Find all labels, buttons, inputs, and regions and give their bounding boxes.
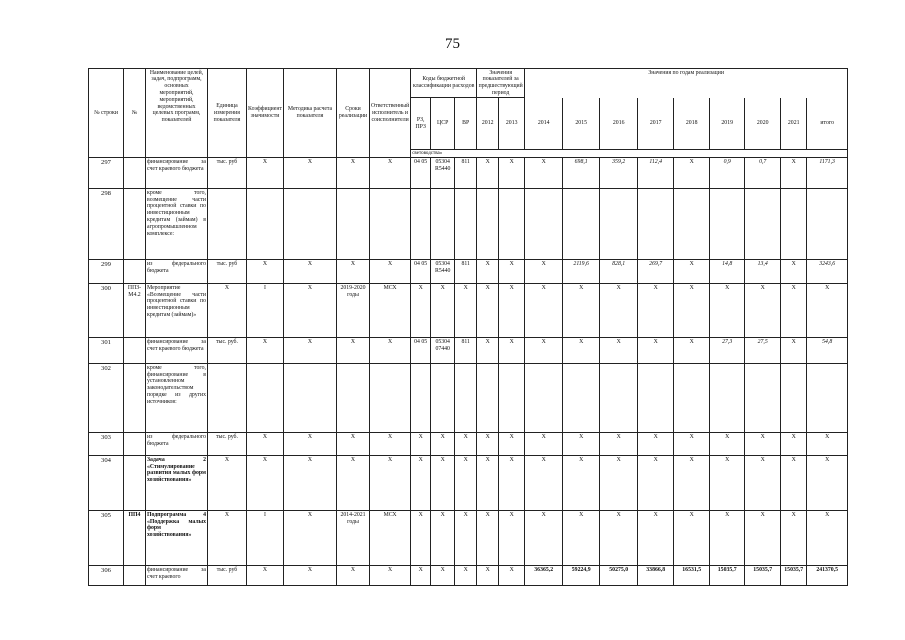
row-name: финансирование за счет краевого бюджета [146, 338, 208, 364]
header-num: № [124, 69, 146, 158]
header-unit: Единица измерения показателя [208, 69, 247, 158]
row-csr: 05304 07440 [431, 338, 455, 364]
row-value-7: X [710, 456, 745, 511]
row-value-8: 13,4 [745, 260, 781, 284]
row-code: ППЗ-М4.2 [124, 284, 146, 338]
row-value-8: 27,5 [745, 338, 781, 364]
page-number: 75 [445, 36, 460, 52]
row-value-1: X [499, 260, 525, 284]
row-value-8: X [745, 433, 781, 456]
header-2015: 2015 [563, 98, 600, 150]
row-responsible: X [370, 338, 411, 364]
row-value-0: X [477, 158, 499, 189]
row-value-6 [674, 189, 710, 260]
row-method: X [284, 566, 337, 586]
row-vr: 811 [455, 260, 477, 284]
header-method: Методика расчета показателя [284, 69, 337, 158]
row-value-2: X [525, 260, 563, 284]
row-value-2 [525, 364, 563, 433]
row-value-5: X [638, 433, 674, 456]
indicators-table [88, 68, 848, 586]
row-value-9: 15035,7 [781, 566, 807, 586]
row-value-7: X [710, 511, 745, 566]
row-csr: 05304 R5440 [431, 158, 455, 189]
row-number: 298 [89, 189, 124, 260]
row-name: Мероприятие «Возмещение части процентной ставки по инвестиционным кредитам (займам)» [146, 284, 208, 338]
row-value-9: X [781, 158, 807, 189]
row-coef: X [247, 433, 284, 456]
row-unit: тыс. руб. [208, 338, 247, 364]
row-rz: X [411, 511, 431, 566]
row-coef: X [247, 260, 284, 284]
table-row [89, 566, 848, 586]
row-value-2: X [525, 158, 563, 189]
table-row [89, 511, 848, 566]
row-method: X [284, 284, 337, 338]
row-name: кроме того, возмещение части процентной ставки по инвестиционным кредитам (займам) в агропромышленном комплексе: [146, 189, 208, 260]
row-value-10: X [807, 284, 848, 338]
row-value-1: X [499, 158, 525, 189]
row-term: X [337, 338, 370, 364]
row-code [124, 338, 146, 364]
table-row [89, 338, 848, 364]
row-value-0: X [477, 456, 499, 511]
row-term: 2014-2021 годы [337, 511, 370, 566]
row-value-9 [781, 189, 807, 260]
table-row [89, 189, 848, 260]
row-rz: 04 05 [411, 260, 431, 284]
row-value-7: X [710, 433, 745, 456]
row-value-5: 33866,8 [638, 566, 674, 586]
row-coef [247, 189, 284, 260]
row-code [124, 260, 146, 284]
row-value-8: 15035,7 [745, 566, 781, 586]
header-row-no: № строки [89, 69, 124, 158]
row-value-2: X [525, 338, 563, 364]
row-code [124, 189, 146, 260]
row-value-2 [525, 189, 563, 260]
row-value-2: X [525, 433, 563, 456]
header-responsible: Ответственный исполнитель и соисполнители [370, 69, 411, 158]
row-vr [455, 189, 477, 260]
row-value-1: X [499, 511, 525, 566]
row-value-1: X [499, 338, 525, 364]
header-prev-period: Значения показателей за предшествующий период [478, 69, 523, 96]
header-csr: ЦСР [431, 98, 455, 150]
row-vr: X [455, 284, 477, 338]
table-row [89, 364, 848, 433]
row-value-1: X [499, 433, 525, 456]
header-name: Наименование целей, задач, подпрограмм, основных мероприятий, мероприятий, ведомственных целевых программ, показателей [146, 69, 208, 158]
row-term: X [337, 433, 370, 456]
header-2020: 2020 [745, 98, 781, 150]
row-responsible: X [370, 566, 411, 586]
row-name: финансирование за счет краевого [146, 566, 208, 586]
table-row [89, 284, 848, 338]
row-value-8: X [745, 456, 781, 511]
row-csr: X [431, 566, 455, 586]
row-value-3: 59224,9 [563, 566, 600, 586]
row-vr: X [455, 511, 477, 566]
row-rz: X [411, 456, 431, 511]
row-term: X [337, 456, 370, 511]
table-row [89, 158, 848, 189]
row-value-3: X [563, 511, 600, 566]
row-rz: 04 05 [411, 338, 431, 364]
row-value-1: X [499, 456, 525, 511]
row-value-8 [745, 189, 781, 260]
row-number: 297 [89, 158, 124, 189]
row-value-1: X [499, 284, 525, 338]
row-responsible: X [370, 456, 411, 511]
row-value-8 [745, 364, 781, 433]
row-value-3 [563, 189, 600, 260]
row-number: 303 [89, 433, 124, 456]
row-value-0: X [477, 566, 499, 586]
row-value-7: 0,9 [710, 158, 745, 189]
row-value-5: X [638, 511, 674, 566]
row-coef [247, 364, 284, 433]
row-value-4: X [600, 511, 638, 566]
table-row [89, 433, 848, 456]
row-value-3 [563, 364, 600, 433]
row-unit: тыс. руб [208, 158, 247, 189]
row-value-10: 3243,6 [807, 260, 848, 284]
row-method: X [284, 511, 337, 566]
header-row-1 [89, 69, 848, 98]
row-unit: X [208, 284, 247, 338]
row-value-9: X [781, 456, 807, 511]
row-value-3: X [563, 456, 600, 511]
row-value-0: X [477, 284, 499, 338]
row-csr: 05304 R5440 [431, 260, 455, 284]
row-value-9: X [781, 433, 807, 456]
row-coef: X [247, 566, 284, 586]
row-responsible: МСХ [370, 511, 411, 566]
row-value-10: 1171,3 [807, 158, 848, 189]
header-2017: 2017 [638, 98, 674, 150]
row-vr: X [455, 433, 477, 456]
row-name: Подпрограмма 4 «Поддержка малых форм хозяйствования» [146, 511, 208, 566]
row-value-0: X [477, 511, 499, 566]
row-coef: I [247, 284, 284, 338]
row-value-3: X [563, 433, 600, 456]
row-value-10: X [807, 456, 848, 511]
row-rz: 04 05 [411, 158, 431, 189]
row-value-10: X [807, 433, 848, 456]
row-code [124, 566, 146, 586]
row-vr: 811 [455, 338, 477, 364]
row-value-0: X [477, 260, 499, 284]
row-value-5: X [638, 456, 674, 511]
row-csr: X [431, 456, 455, 511]
row-vr: X [455, 566, 477, 586]
header-vr: ВР [455, 98, 477, 150]
row-value-5: 269,7 [638, 260, 674, 284]
row-value-4: 359,2 [600, 158, 638, 189]
row-rz [411, 364, 431, 433]
row-value-9: X [781, 338, 807, 364]
row-value-8: X [745, 284, 781, 338]
row-unit: X [208, 456, 247, 511]
row-value-4: 50275,0 [600, 566, 638, 586]
row-value-4 [600, 189, 638, 260]
row-value-4: X [600, 284, 638, 338]
row-value-4: X [600, 433, 638, 456]
header-2016: 2016 [600, 98, 638, 150]
row-value-7: X [710, 284, 745, 338]
row-value-8: X [745, 511, 781, 566]
row-csr: X [431, 511, 455, 566]
row-number: 305 [89, 511, 124, 566]
header-2012: 2012 [477, 98, 499, 150]
row-value-0: X [477, 338, 499, 364]
header-by-years: Значения по годам реализации [525, 69, 848, 98]
row-value-5 [638, 364, 674, 433]
row-name: из федерального бюджета [146, 433, 208, 456]
row-csr [431, 189, 455, 260]
row-value-6: X [674, 260, 710, 284]
row-value-0 [477, 364, 499, 433]
row-code [124, 364, 146, 433]
row-value-6: X [674, 456, 710, 511]
row-value-0: X [477, 433, 499, 456]
header-codes: Коды бюджетной классификации расходов [411, 69, 477, 98]
header-2014: 2014 [525, 98, 563, 150]
row-value-9: X [781, 284, 807, 338]
header-total: итого [807, 98, 848, 150]
row-coef: X [247, 338, 284, 364]
row-code [124, 158, 146, 189]
row-term: X [337, 566, 370, 586]
row-value-3: X [563, 338, 600, 364]
row-number: 300 [89, 284, 124, 338]
row-vr: X [455, 456, 477, 511]
row-number: 301 [89, 338, 124, 364]
row-unit: X [208, 511, 247, 566]
row-value-9: X [781, 511, 807, 566]
row-responsible: X [370, 433, 411, 456]
row-value-9 [781, 364, 807, 433]
row-value-2: X [525, 284, 563, 338]
row-value-1 [499, 364, 525, 433]
row-value-7 [710, 364, 745, 433]
row-name: финансирование за счет краевого бюджета [146, 158, 208, 189]
row-value-6: 16531,5 [674, 566, 710, 586]
row-method [284, 189, 337, 260]
row-unit [208, 364, 247, 433]
row-responsible [370, 189, 411, 260]
table-body [89, 158, 848, 586]
row-term [337, 364, 370, 433]
row-term: X [337, 260, 370, 284]
row-value-1 [499, 189, 525, 260]
row-method [284, 364, 337, 433]
row-value-6: X [674, 158, 710, 189]
row-value-8: 0,7 [745, 158, 781, 189]
row-value-0 [477, 189, 499, 260]
row-value-5: X [638, 338, 674, 364]
row-method: X [284, 456, 337, 511]
row-rz: X [411, 433, 431, 456]
row-responsible: X [370, 158, 411, 189]
row-code [124, 433, 146, 456]
row-term [337, 189, 370, 260]
row-unit: тыс. руб. [208, 433, 247, 456]
row-name: кроме того, финансирование в установленном законодательством порядке из других источников: [146, 364, 208, 433]
row-value-6: X [674, 433, 710, 456]
row-value-5: 112,4 [638, 158, 674, 189]
row-value-5 [638, 189, 674, 260]
row-value-6: X [674, 338, 710, 364]
row-method: X [284, 433, 337, 456]
row-value-7: 27,3 [710, 338, 745, 364]
row-term: 2019-2020 годы [337, 284, 370, 338]
row-value-3: 2119,6 [563, 260, 600, 284]
row-value-9: X [781, 260, 807, 284]
row-csr: X [431, 284, 455, 338]
header-2019: 2019 [710, 98, 745, 150]
row-code: ПП4 [124, 511, 146, 566]
row-vr: 811 [455, 158, 477, 189]
row-responsible [370, 364, 411, 433]
row-rz [411, 189, 431, 260]
table-row [89, 456, 848, 511]
row-name: из федерального бюджета [146, 260, 208, 284]
row-value-4: X [600, 456, 638, 511]
row-value-7: 15035,7 [710, 566, 745, 586]
row-value-4 [600, 364, 638, 433]
row-method: X [284, 260, 337, 284]
row-value-2: 36365,2 [525, 566, 563, 586]
row-value-10 [807, 364, 848, 433]
row-value-5: X [638, 284, 674, 338]
row-coef: X [247, 456, 284, 511]
row-value-2: X [525, 511, 563, 566]
row-name: Задача 2 «Стимулирование развития малых форм хозяйствования» [146, 456, 208, 511]
row-number: 302 [89, 364, 124, 433]
row-value-10: 241370,5 [807, 566, 848, 586]
row-coef: X [247, 158, 284, 189]
row-method: X [284, 158, 337, 189]
row-value-4: 828,1 [600, 260, 638, 284]
row-unit [208, 189, 247, 260]
row-rz: X [411, 566, 431, 586]
row-number: 299 [89, 260, 124, 284]
row-value-6: X [674, 284, 710, 338]
row-value-3: X [563, 284, 600, 338]
row-responsible: X [370, 260, 411, 284]
row-value-3: 698,1 [563, 158, 600, 189]
header-term: Сроки реализации [337, 69, 370, 158]
row-value-7: 14,8 [710, 260, 745, 284]
header-2013: 2013 [499, 98, 525, 150]
row-responsible: МСХ [370, 284, 411, 338]
row-value-10: 54,8 [807, 338, 848, 364]
row-value-2: X [525, 456, 563, 511]
row-rz: X [411, 284, 431, 338]
row-value-6: X [674, 511, 710, 566]
header-2021: 2021 [781, 98, 807, 150]
header-2018: 2018 [674, 98, 710, 150]
row-value-6 [674, 364, 710, 433]
row-number: 306 [89, 566, 124, 586]
row-unit: тыс. руб [208, 566, 247, 586]
header-rz: РЗ, ПРЗ [411, 98, 431, 150]
row-value-7 [710, 189, 745, 260]
header-coef: Коэффициент значимости [247, 69, 284, 158]
table-row [89, 260, 848, 284]
row-vr [455, 364, 477, 433]
row-csr [431, 364, 455, 433]
row-method: X [284, 338, 337, 364]
row-value-4: X [600, 338, 638, 364]
row-number: 304 [89, 456, 124, 511]
header-name-tail: световодства» [411, 150, 848, 158]
row-code [124, 456, 146, 511]
row-csr: X [431, 433, 455, 456]
row-term: X [337, 158, 370, 189]
row-coef: I [247, 511, 284, 566]
row-unit: тыс. руб [208, 260, 247, 284]
row-value-10: X [807, 511, 848, 566]
row-value-10 [807, 189, 848, 260]
row-value-1: X [499, 566, 525, 586]
